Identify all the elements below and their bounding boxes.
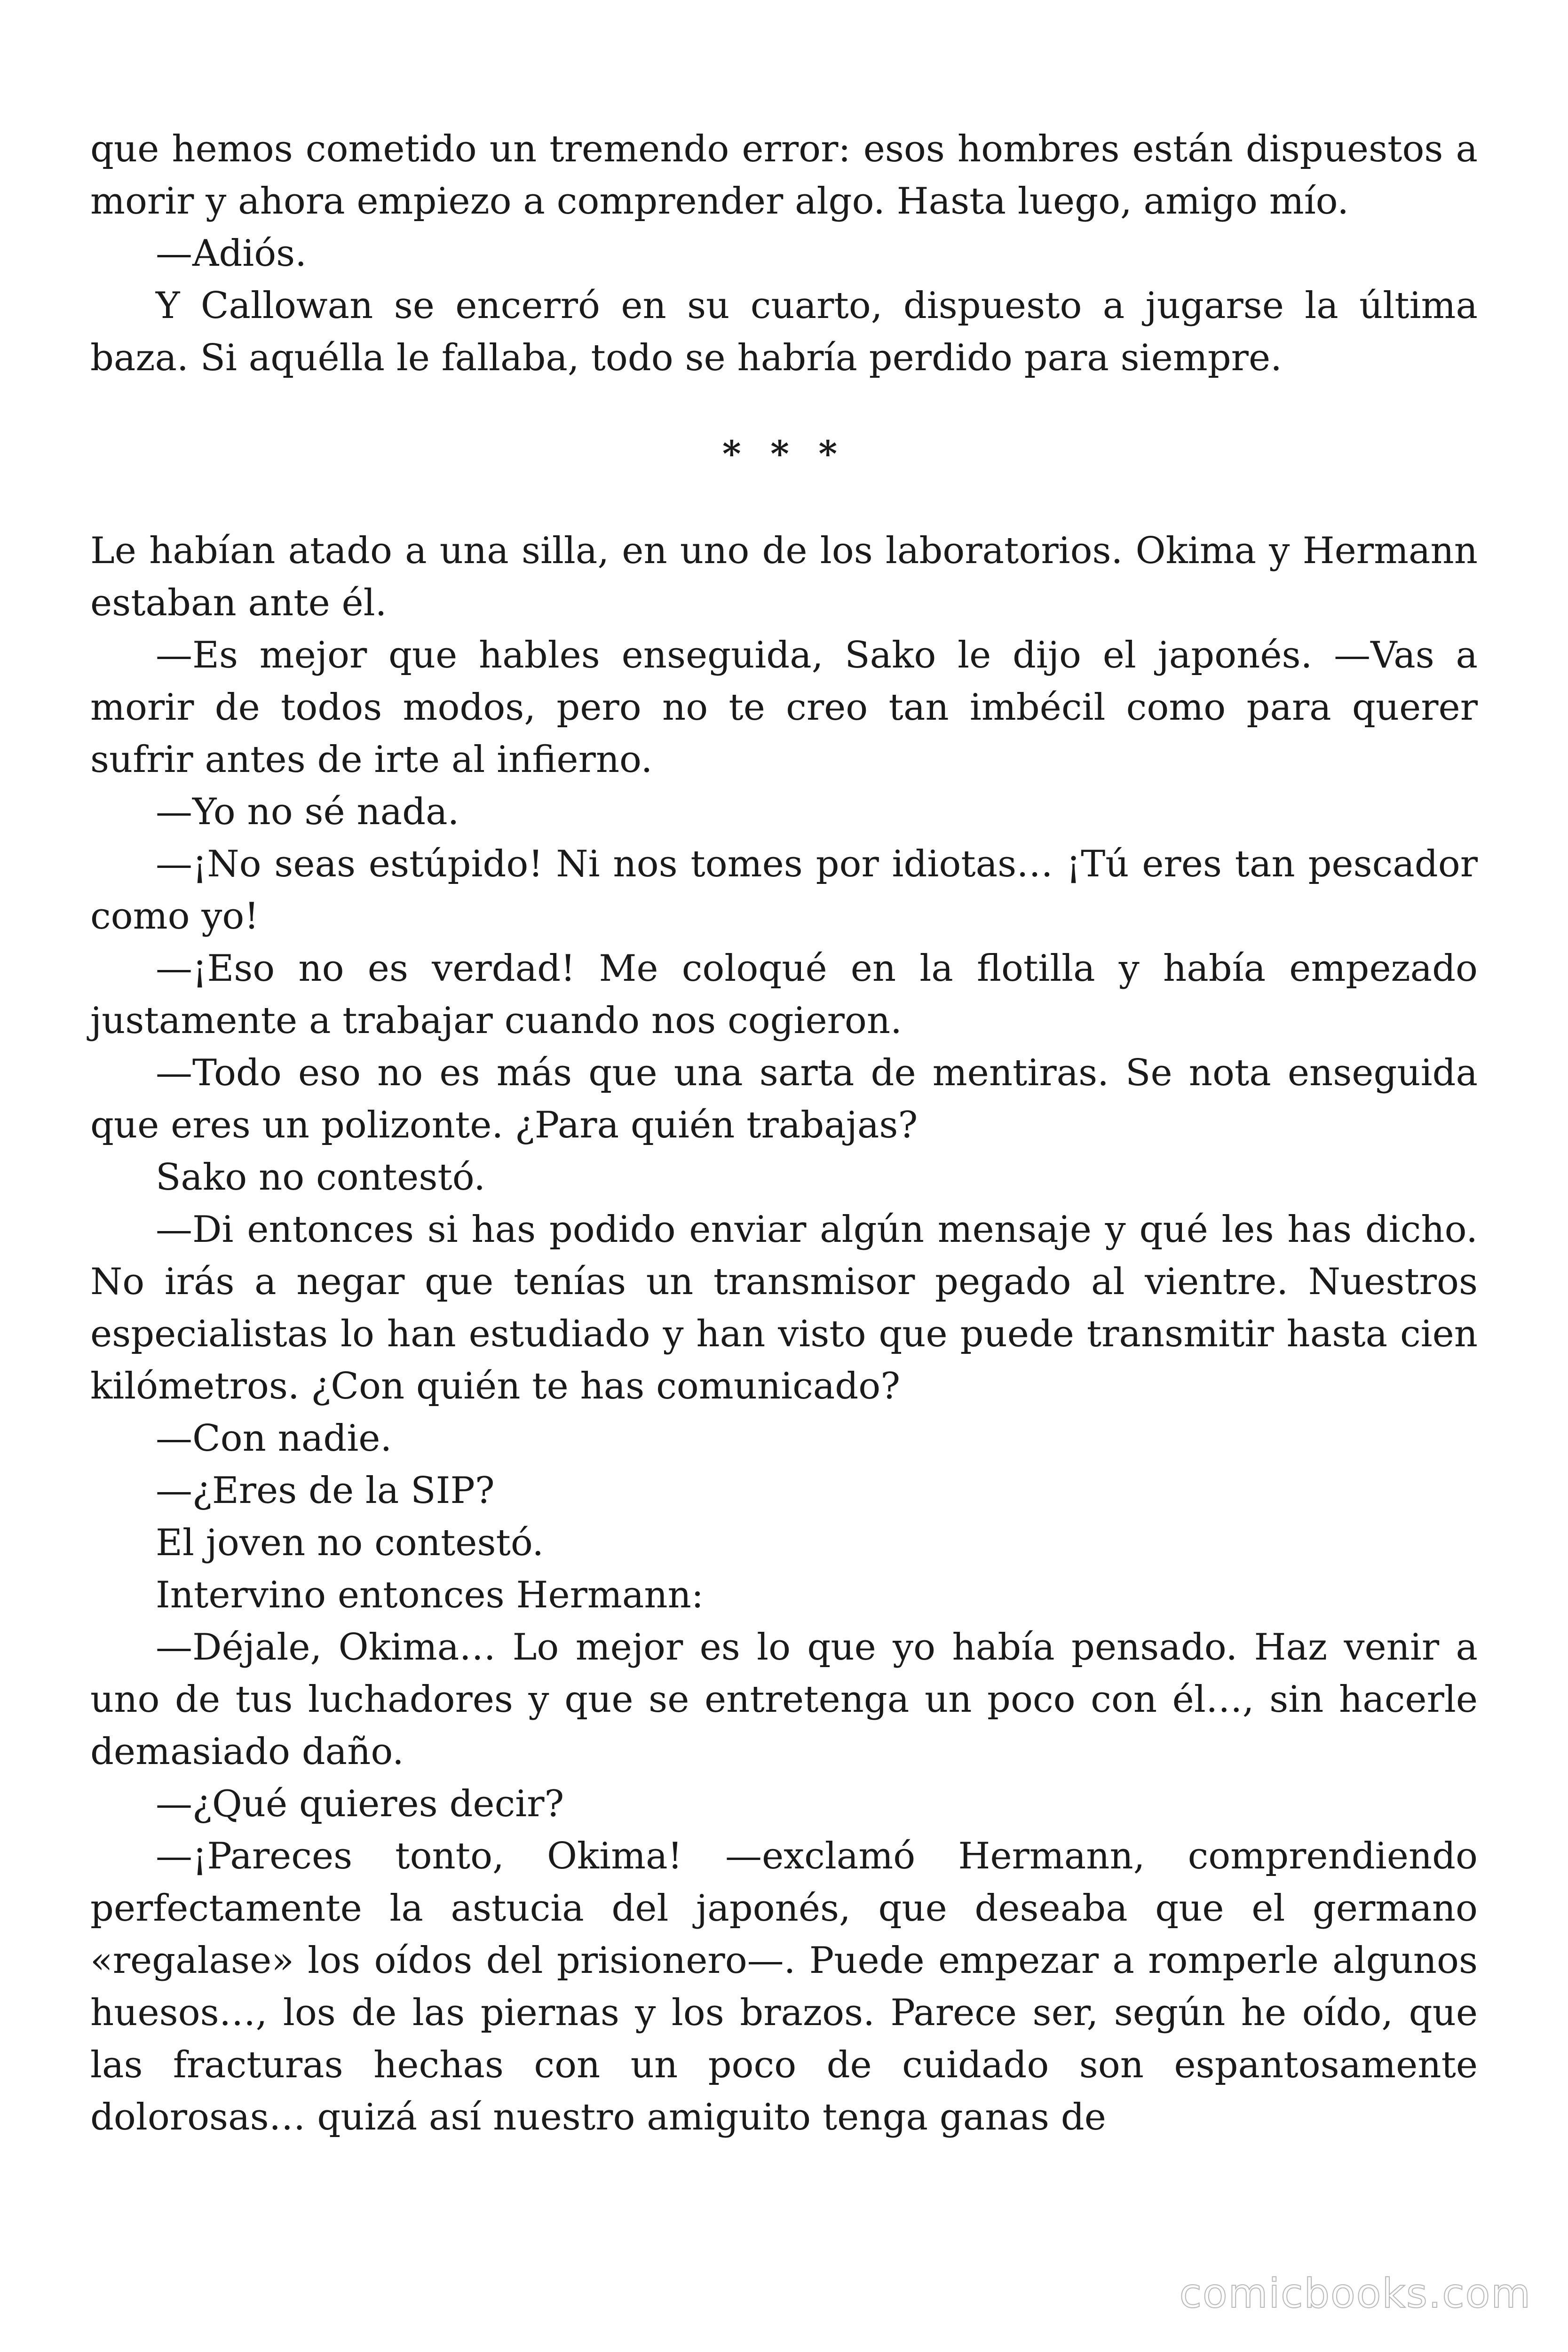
paragraph: Le habían atado a una silla, en uno de los laboratorios. Okima y Hermann estaban ante él.	[90, 530, 1478, 624]
paragraph: —¡Pareces tonto, Okima! —exclamó Hermann, comprendiendo perfectamente la astucia del japonés, que deseaba que el germano «regalase» los oídos del prisionero—. Puede empezar a romperle algunos huesos…, los de las piernas y los brazos. Parece ser, según he oído, que las fracturas hechas con un poco de cuidado son espantosamente dolorosas… quizá así nuestro amiguito tenga ganas de	[90, 1835, 1478, 2138]
paragraph: —¿Qué quieres decir?	[156, 1783, 564, 1825]
paragraph: —Con nadie.	[156, 1417, 392, 1460]
paragraph: —Di entonces si has podido enviar algún mensaje y qué les has dicho. No irás a negar que tenías un transmisor pegado al vientre. Nuestros especialistas lo han estudiado y han visto que puede transmitir hasta cien kilómetros. ¿Con quién te has comunicado?	[90, 1208, 1478, 1407]
watermark-logo: comicbooks.com	[1179, 2270, 1531, 2317]
text-block-top	[90, 123, 1478, 384]
scene-break: * * *	[722, 433, 846, 475]
paragraph: —Todo eso no es más que una sarta de mentiras. Se nota enseguida que eres un polizonte. ¿Para quién trabajas?	[90, 1052, 1478, 1146]
paragraph: Y Callowan se encerró en su cuarto, dispuesto a jugarse la última baza. Si aquélla le fallaba, todo se habría perdido para siempre.	[90, 285, 1478, 379]
paragraph: que hemos cometido un tremendo error: esos hombres están dispuestos a morir y ahora empiezo a comprender algo. Hasta luego, amigo mío.	[90, 128, 1478, 222]
paragraph: Sako no contestó.	[156, 1156, 486, 1199]
paragraph: —Es mejor que hables enseguida, Sako le dijo el japonés. —Vas a morir de todos modos, pero no te creo tan imbécil como para querer sufrir antes de irte al infierno.	[90, 634, 1478, 781]
paragraph: —¡Eso no es verdad! Me coloqué en la flotilla y había empezado justamente a trabajar cuando nos cogieron.	[90, 947, 1478, 1042]
page-body	[90, 123, 1478, 2144]
paragraph: El joven no contestó.	[156, 1522, 544, 1564]
paragraph: —Adiós.	[156, 232, 307, 275]
paragraph: —Déjale, Okima… Lo mejor es lo que yo había pensado. Haz venir a uno de tus luchadores y que se entretenga un poco con él…, sin hacerle demasiado daño.	[90, 1626, 1478, 1773]
paragraph: —Yo no sé nada.	[156, 791, 459, 833]
paragraph: —¡No seas estúpido! Ni nos tomes por idiotas… ¡Tú eres tan pescador como yo!	[90, 843, 1478, 938]
text-block-bottom	[90, 525, 1478, 2144]
paragraph: Intervino entonces Hermann:	[156, 1574, 704, 1616]
paragraph: —¿Eres de la SIP?	[156, 1470, 495, 1512]
